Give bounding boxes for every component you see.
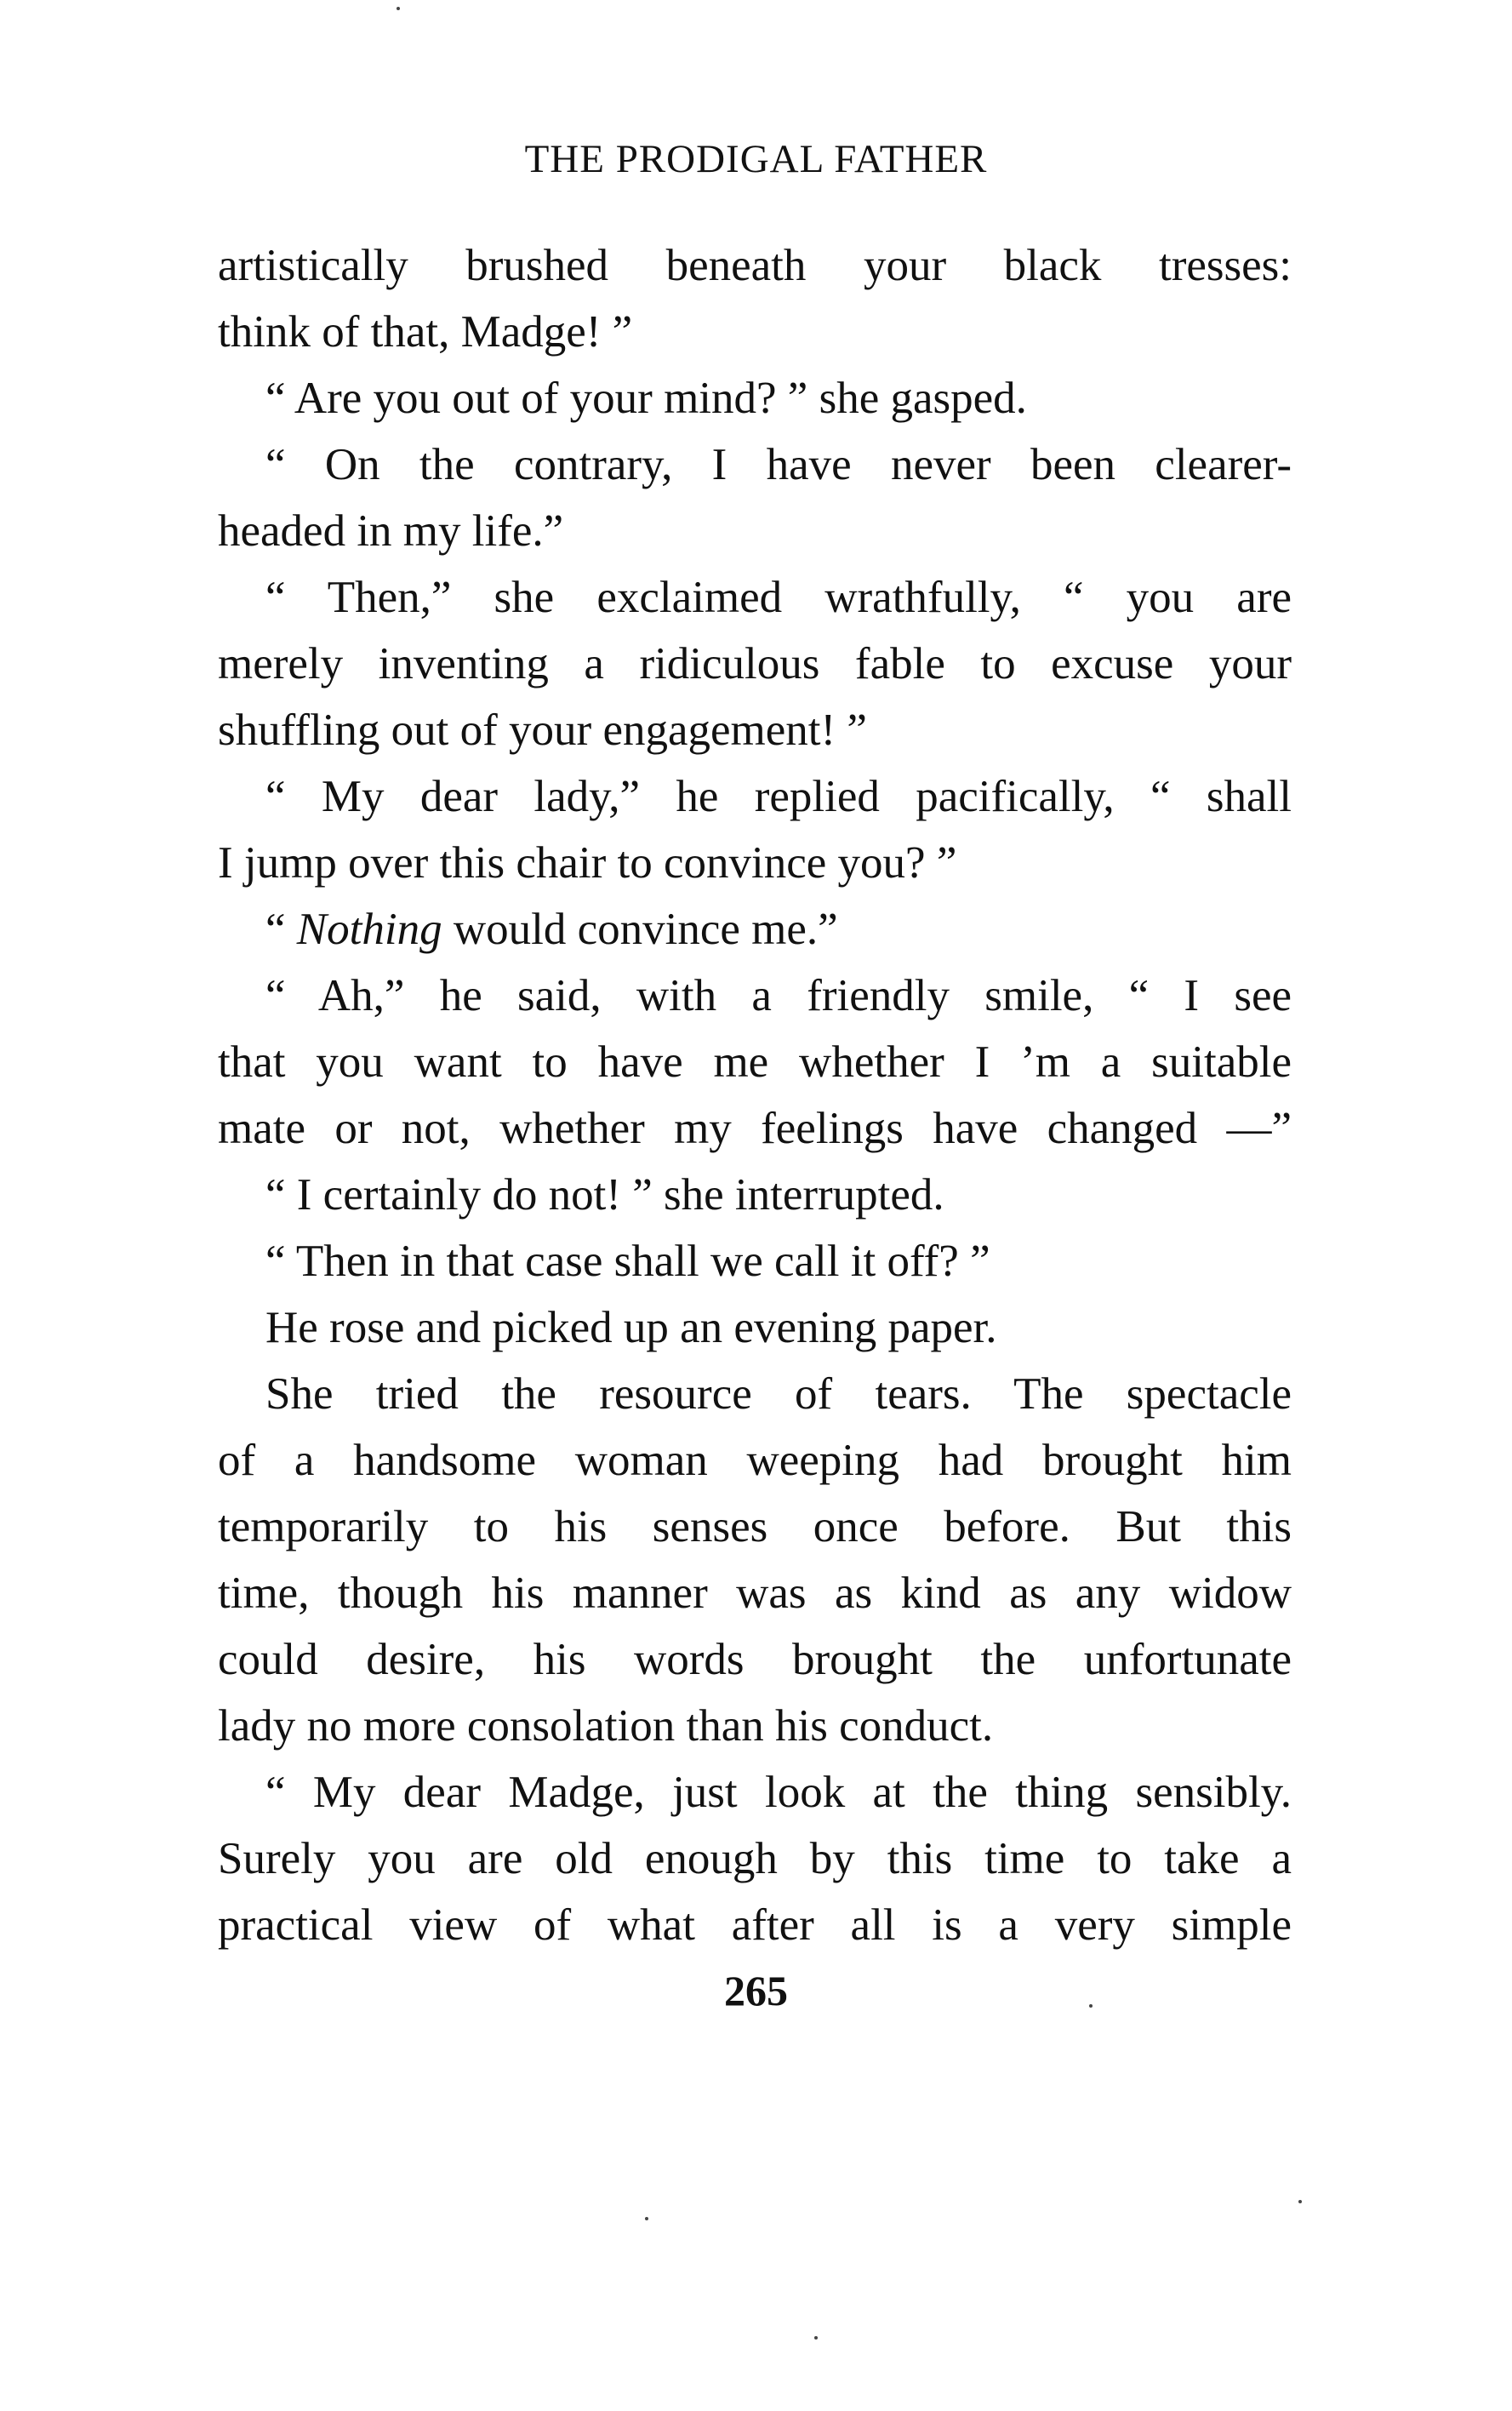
text-line: of a handsome woman weeping had brought him xyxy=(218,1436,1292,1485)
text-line: think of that, Madge! ” xyxy=(218,307,633,357)
text-line: that you want to have me whether I ’m a suitable xyxy=(218,1037,1292,1087)
speck xyxy=(397,7,400,10)
text-line: headed in my life.” xyxy=(218,506,564,556)
text-line: merely inventing a ridiculous fable to excuse your xyxy=(218,639,1292,688)
text-line: “ Then,” she exclaimed wrathfully, “ you are xyxy=(265,573,1292,622)
text-line: “ Are you out of your mind? ” she gasped. xyxy=(265,374,1027,423)
text-line: practical view of what after all is a very simple xyxy=(218,1900,1292,1950)
page-number: 265 xyxy=(724,1967,788,2014)
speck xyxy=(1298,2200,1302,2203)
text-line: “ Then in that case shall we call it off? ” xyxy=(265,1237,990,1286)
text-line: could desire, his words brought the unfortunate xyxy=(218,1635,1292,1684)
text-line: I jump over this chair to convince you? ” xyxy=(218,838,957,888)
text-line xyxy=(218,896,1292,963)
text-line: “ On the contrary, I have never been clearer- xyxy=(265,440,1292,489)
text-segment: would convince me.” xyxy=(442,905,838,954)
speck xyxy=(814,2336,818,2340)
text-segment: “ xyxy=(265,905,297,954)
text-line: “ I certainly do not! ” she interrupted. xyxy=(265,1170,944,1220)
speck xyxy=(645,2217,648,2220)
italic-text: Nothing xyxy=(296,905,442,954)
text-line: “ Ah,” he said, with a friendly smile, “ I see xyxy=(265,971,1292,1020)
text-line: artistically brushed beneath your black tresses: xyxy=(218,241,1292,290)
running-header: THE PRODIGAL FATHER xyxy=(524,137,988,181)
text-line: temporarily to his senses once before. But this xyxy=(218,1502,1292,1551)
text-line: mate or not, whether my feelings have changed —” xyxy=(218,1104,1292,1153)
page-body-text xyxy=(218,232,1292,1958)
text-line: He rose and picked up an evening paper. xyxy=(265,1303,997,1352)
text-line: She tried the resource of tears. The spectacle xyxy=(265,1369,1292,1419)
text-line: time, though his manner was as kind as any widow xyxy=(218,1568,1292,1618)
text-line: lady no more consolation than his conduct. xyxy=(218,1701,994,1751)
speck xyxy=(1089,2004,1093,2008)
text-line: “ My dear Madge, just look at the thing sensibly. xyxy=(265,1768,1292,1817)
text-line: “ My dear lady,” he replied pacifically, “ shall xyxy=(265,772,1292,821)
text-line: Surely you are old enough by this time to take a xyxy=(218,1834,1292,1883)
text-line: shuffling out of your engagement! ” xyxy=(218,706,867,755)
